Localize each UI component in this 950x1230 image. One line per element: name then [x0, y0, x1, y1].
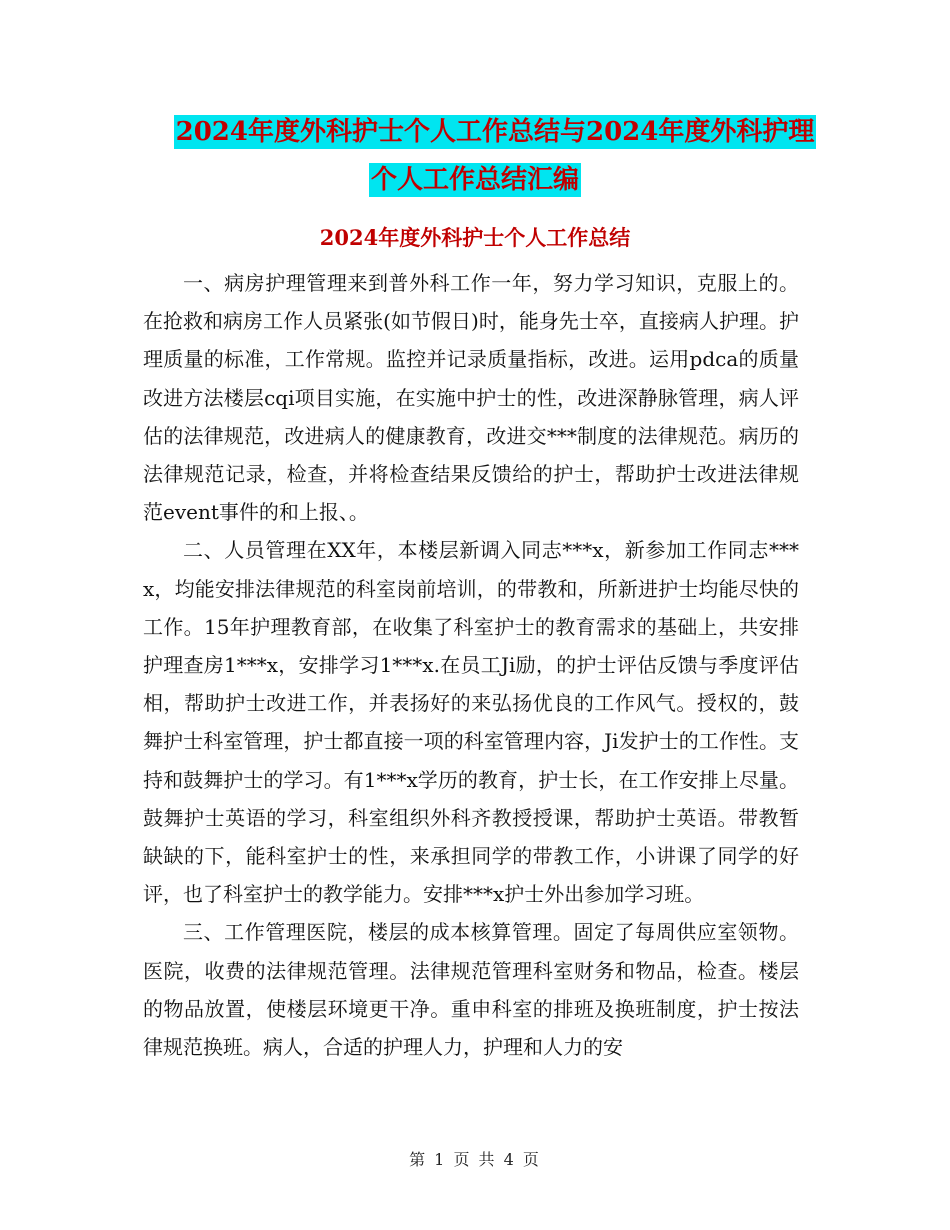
paragraph-2: 二、人员管理在XX年，本楼层新调入同志***x，新参加工作同志***x，均能安排法律规范的科室岗前培训，的带教和，所新进护士均能尽快的工作。15年护理教育部，在收集了科室护士的教育需求的基础上，共安排护理查房1***x，安排学习1***x.在员工Ji励，的护士评估反馈与季度评估相，帮助护士改进工作，并表扬好的来弘扬优良的工作风气。授权的，鼓舞护士科室管理，护士都直接一项的科室管理内容，Ji发护士的工作性。支持和鼓舞护士的学习。有1***x学历的教育，护士长，在工作安排上尽量。鼓舞护士英语的学习，科室组织外科齐教授授课，帮助护士英语。带教暂缺缺的下，能科室护士的性，来承担同学的带教工作，小讲课了同学的好评，也了科室护士的教学能力。安排***x护士外出参加学习班。	[143, 538, 799, 907]
document-body	[143, 264, 799, 1066]
section-title: 2024年度外科护士个人工作总结	[319, 225, 631, 250]
page-footer: 第 1 页 共 4 页	[409, 1150, 541, 1169]
document-title	[0, 112, 950, 208]
title-line-2: 个人工作总结汇编	[370, 165, 579, 195]
paragraph-1: 一、病房护理管理来到普外科工作一年，努力学习知识，克服上的。在抢救和病房工作人员紧张(如节假日)时，能身先士卒，直接病人护理。护理质量的标准，工作常规。监控并记录质量指标，改进。运用pdca的质量改进方法楼层cqi项目实施，在实施中护士的性，改进深静脉管理，病人评估的法律规范，改进病人的健康教育，改进交***制度的法律规范。病历的法律规范记录，检查，并将检查结果反馈给的护士，帮助护士改进法律规范event事件的和上报、。	[143, 271, 799, 525]
title-line-1: 2024年度外科护士个人工作总结与2024年度外科护理	[175, 117, 815, 147]
paragraph-3: 三、工作管理医院，楼层的成本核算管理。固定了每周供应室领物。医院，收费的法律规范管理。法律规范管理科室财务和物品，检查。楼层的物品放置，使楼层环境更干净。重申科室的排班及换班制度，护士按法律规范换班。病人，合适的护理人力，护理和人力的安	[143, 920, 799, 1060]
